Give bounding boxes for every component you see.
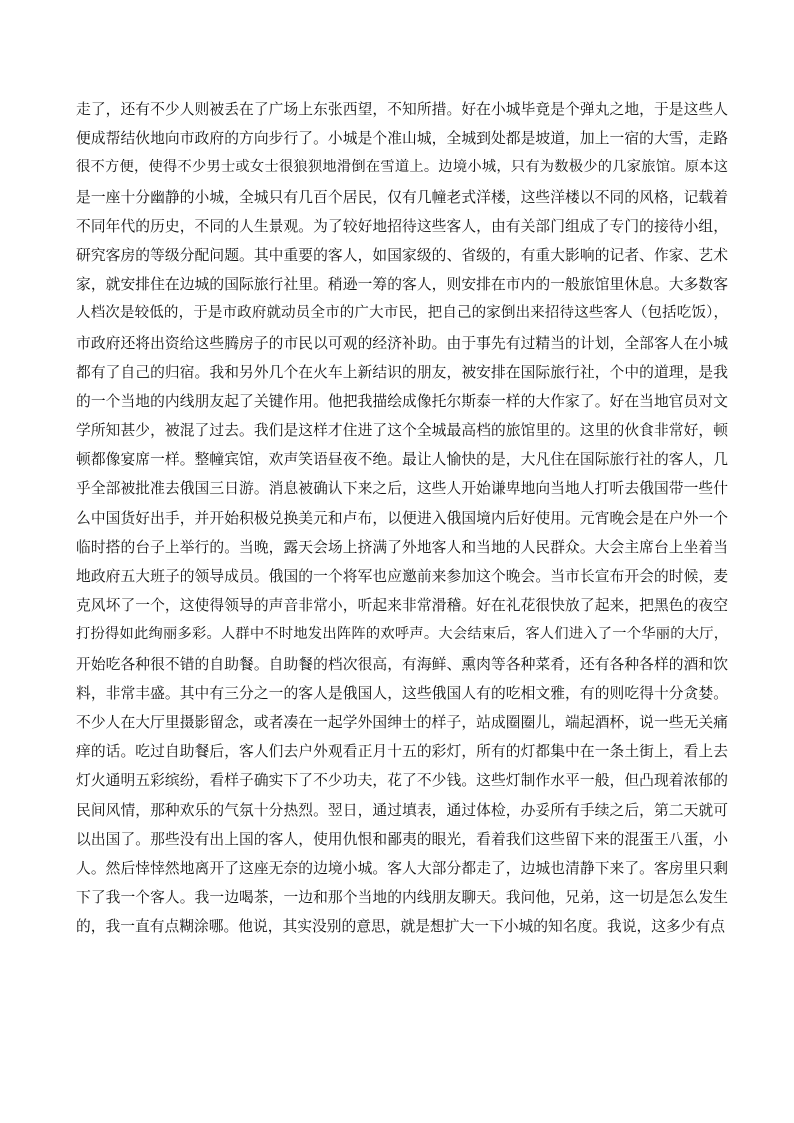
text-line: 乎全部被批准去俄国三日游。消息被确认下来之后，这些人开始谦卑地向当地人打听去俄国带一些什 [76, 480, 728, 498]
text-line: 顿都像宴席一样。整幢宾馆，欢声笑语昼夜不绝。最让人愉快的是，大凡住在国际旅行社的客人，几 [76, 451, 728, 469]
text-line: 都有了自己的归宿。我和另外几个在火车上新结识的朋友，被安排在国际旅行社，个中的道理，是我 [76, 363, 728, 381]
text-line: 临时搭的台子上举行的。当晚，露天会场上挤满了外地客人和当地的人民群众。大会主席台上坐着当 [76, 538, 728, 556]
text-line: 克风坏了一个，这使得领导的声音非常小，听起来非常滑稽。好在礼花很快放了起来，把黑色的夜空 [76, 597, 728, 615]
text-line: 不同年代的历史，不同的人生景观。为了较好地招待这些客人，由有关部门组成了专门的接待小组， [76, 217, 728, 235]
text-line: 的一个当地的内线朋友起了关键作用。他把我描绘成像托尔斯泰一样的大作家了。好在当地官员对文 [76, 392, 728, 410]
text-line: 走了，还有不少人则被丢在了广场上东张西望，不知所措。好在小城毕竟是个弹丸之地，于是这些人 [76, 101, 728, 118]
text-line: 人档次是较低的，于是市政府就动员全市的广大市民，把自己的家倒出来招待这些客人（包括吃饭）， [76, 305, 728, 322]
text-line: 人。然后悻悻然地离开了这座无奈的边境小城。客人大部分都走了，边城也清静下来了。客房里只剩 [76, 859, 728, 877]
text-line: 料，非常丰盛。其中有三分之一的客人是俄国人，这些俄国人有的吃相文雅，有的则吃得十分贪婪。 [76, 684, 728, 702]
text-line: 打扮得如此绚丽多彩。人群中不时地发出阵阵的欢呼声。大会结束后，客人们进入了一个华丽的大厅， [76, 626, 728, 643]
text-line: 以出国了。那些没有出上国的客人，使用仇恨和鄙夷的眼光，看着我们这些留下来的混蛋王八蛋，小 [76, 830, 728, 848]
text-line: 不少人在大厅里摄影留念，或者凑在一起学外国绅士的样子，站成圈圈儿，端起酒杯，说一些无关痛 [76, 713, 728, 731]
text-line: 是一座十分幽静的小城，全城只有几百个居民，仅有几幢老式洋楼，这些洋楼以不同的风格，记载着 [76, 188, 728, 206]
text-line: 么中国货好出手，并开始积极兑换美元和卢布，以便进入俄国境内后好使用。元宵晚会是在户外一个 [76, 509, 728, 527]
text-line: 学所知甚少，被混了过去。我们是这样才住进了这个全城最高档的旅馆里的。这里的伙食非常好，顿 [76, 422, 728, 440]
text-line: 地政府五大班子的领导成员。俄国的一个将军也应邀前来参加这个晚会。当市长宣布开会的时候，麦 [76, 568, 728, 585]
text-line: 开始吃各种很不错的自助餐。自助餐的档次很高，有海鲜、熏肉等各种菜肴，还有各种各样的酒和饮 [76, 655, 728, 673]
text-line: 民间风情，那种欢乐的气氛十分热烈。翌日，通过填表，通过体检，办妥所有手续之后，第二天就可 [76, 801, 728, 819]
text-line: 灯火通明五彩缤纷，看样子确实下了不少功夫，花了不少钱。这些灯制作水平一般，但凸现着浓郁的 [76, 772, 728, 790]
text-line: 市政府还将出资给这些腾房子的市民以可观的经济补助。由于事先有过精当的计划，全部客人在小城 [76, 334, 728, 352]
text-line: 研究客房的等级分配问题。其中重要的客人，如国家级的、省级的，有重大影响的记者、作家、艺术 [76, 246, 728, 264]
text-line: 痒的话。吃过自助餐后，客人们去户外观看正月十五的彩灯，所有的灯都集中在一条土街上，看上去 [76, 743, 728, 761]
text-line: 下了我一个客人。我一边喝茶，一边和那个当地的内线朋友聊天。我问他，兄弟，这一切是怎么发生 [76, 889, 728, 907]
text-line: 很不方便，使得不少男士或女士很狼狈地滑倒在雪道上。边境小城，只有为数极少的几家旅馆。原本这 [76, 159, 728, 176]
text-line: 便成帮结伙地向市政府的方向步行了。小城是个准山城，全城到处都是坡道，加上一宿的大雪，走路 [76, 130, 728, 148]
text-line: 的，我一直有点糊涂哪。他说，其实没别的意思，就是想扩大一下小城的知名度。我说，这多少有点 [76, 918, 725, 936]
text-line: 家，就安排住在边城的国际旅行社里。稍逊一筹的客人，则安排在市内的一般旅馆里休息。大多数客 [76, 276, 728, 294]
body-text [76, 95, 728, 941]
